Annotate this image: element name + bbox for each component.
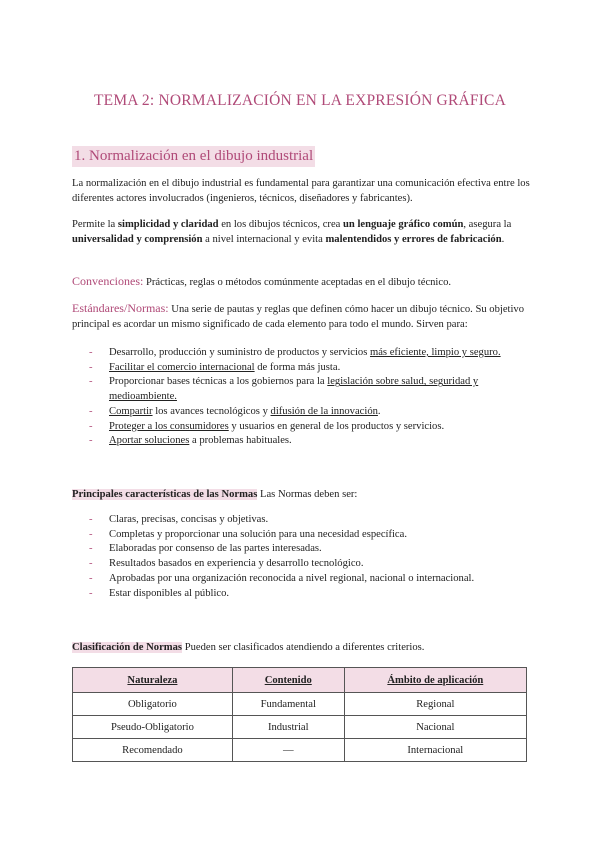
table-cell: Pseudo-Obligatorio	[73, 716, 233, 739]
underlined-text: legislación sobre salud, seguridad y medioambiente.	[109, 376, 479, 403]
text-run: Desarrollo, producción y suministro de productos y servicios	[109, 347, 370, 358]
convenciones-text: Prácticas, reglas o métodos comúnmente aceptadas en el dibujo técnico.	[143, 277, 452, 288]
underlined-text: más eficiente, limpio y seguro.	[369, 347, 501, 358]
underlined-text: Aportar soluciones	[109, 435, 190, 447]
list-item: - Estar disponibles al público.	[72, 587, 532, 602]
sirven-para-list	[72, 346, 532, 449]
estandares-term: Estándares/Normas:	[72, 301, 169, 315]
section-heading: 1. Normalización en el dibujo industrial	[72, 146, 315, 167]
text-run: y usuarios en general de los productos y servicios.	[228, 420, 445, 432]
clasificacion-label: Clasificación de Normas	[72, 642, 183, 653]
page-title: TEMA 2: NORMALIZACIÓN EN LA EXPRESIÓN GRÁFICA	[93, 92, 506, 109]
bold-term: simplicidad y claridad	[117, 219, 219, 230]
underlined-text: Proteger a los consumidores	[109, 420, 229, 432]
text-run: en los dibujos técnicos, crea	[218, 219, 344, 230]
text-run: de forma más justa.	[254, 361, 341, 373]
list-item	[72, 375, 532, 404]
caracteristicas-label: Principales características de las Normas	[72, 489, 258, 500]
text-run: Permite la	[72, 219, 118, 230]
list-item	[72, 346, 532, 361]
classification-table	[72, 667, 527, 762]
caracteristicas-list	[72, 513, 532, 601]
table-cell: Recomendado	[73, 739, 233, 762]
list-item	[72, 361, 532, 376]
estandares-text: Una serie de pautas y reglas que definen cómo hacer un dibujo técnico. Su objetivo principal es acordar un mismo significado de cada elemento para todo el mundo. Sirven para:	[72, 304, 525, 330]
clasificacion-paragraph	[72, 640, 532, 655]
caracteristicas-text: Las Normas deben ser:	[257, 489, 358, 500]
table-cell: Regional	[344, 693, 526, 716]
table-cell: Industrial	[232, 716, 344, 739]
text-run: a nivel internacional y evita	[202, 234, 326, 245]
table-cell: Internacional	[344, 739, 526, 762]
bold-term: malentendidos y errores de fabricación	[325, 234, 502, 245]
list-item: - Claras, precisas, concisas y objetivas.	[72, 513, 532, 528]
table-row	[73, 716, 527, 739]
convenciones-term: Convenciones:	[72, 274, 144, 288]
underlined-text: Compartir	[109, 405, 153, 417]
text-run: .	[501, 234, 505, 245]
estandares-paragraph	[72, 301, 532, 332]
underlined-text: difusión de la innovación	[270, 405, 378, 417]
table-cell: —	[232, 739, 344, 762]
bold-term: un lenguaje gráfico común	[343, 219, 464, 230]
permite-paragraph	[72, 217, 532, 247]
bold-term: universalidad y comprensión	[72, 234, 203, 245]
text-run: a problemas habituales.	[189, 435, 292, 447]
text-run: .	[377, 405, 381, 417]
column-header-ambito: Ámbito de aplicación	[344, 668, 526, 693]
text-run: los avances tecnológicos y	[152, 405, 271, 417]
list-item: - Elaboradas por consenso de las partes interesadas.	[72, 542, 532, 557]
table-row	[73, 693, 527, 716]
list-item: - Aprobadas por una organización reconocida a nivel regional, nacional o internacional.	[72, 572, 532, 587]
table-cell: Fundamental	[232, 693, 344, 716]
table-header-row	[73, 668, 527, 693]
intro-paragraph: La normalización en el dibujo industrial es fundamental para garantizar una comunicación efectiva entre los diferentes actores involucrados (ingenieros, técnicos, diseñadores y fabricantes).	[72, 178, 530, 204]
list-item: - Resultados basados en experiencia y desarrollo tecnológico.	[72, 557, 532, 572]
convenciones-paragraph	[72, 274, 532, 290]
column-header-naturaleza: Naturaleza	[73, 668, 233, 693]
table-cell: Nacional	[344, 716, 526, 739]
text-run: Proporcionar bases técnicas a los gobiernos para la	[109, 376, 328, 388]
clasificacion-text: Pueden ser clasificados atendiendo a diferentes criterios.	[182, 642, 425, 653]
text-run: , asegura la	[463, 219, 512, 230]
list-item: - Completas y proporcionar una solución para una necesidad específica.	[72, 528, 532, 543]
caracteristicas-paragraph	[72, 487, 532, 502]
list-item	[72, 434, 532, 449]
list-item	[72, 405, 532, 420]
underlined-text: Facilitar el comercio internacional	[109, 361, 255, 373]
table-cell: Obligatorio	[73, 693, 233, 716]
table-row	[73, 739, 527, 762]
list-item	[72, 420, 532, 435]
column-header-contenido: Contenido	[232, 668, 344, 693]
